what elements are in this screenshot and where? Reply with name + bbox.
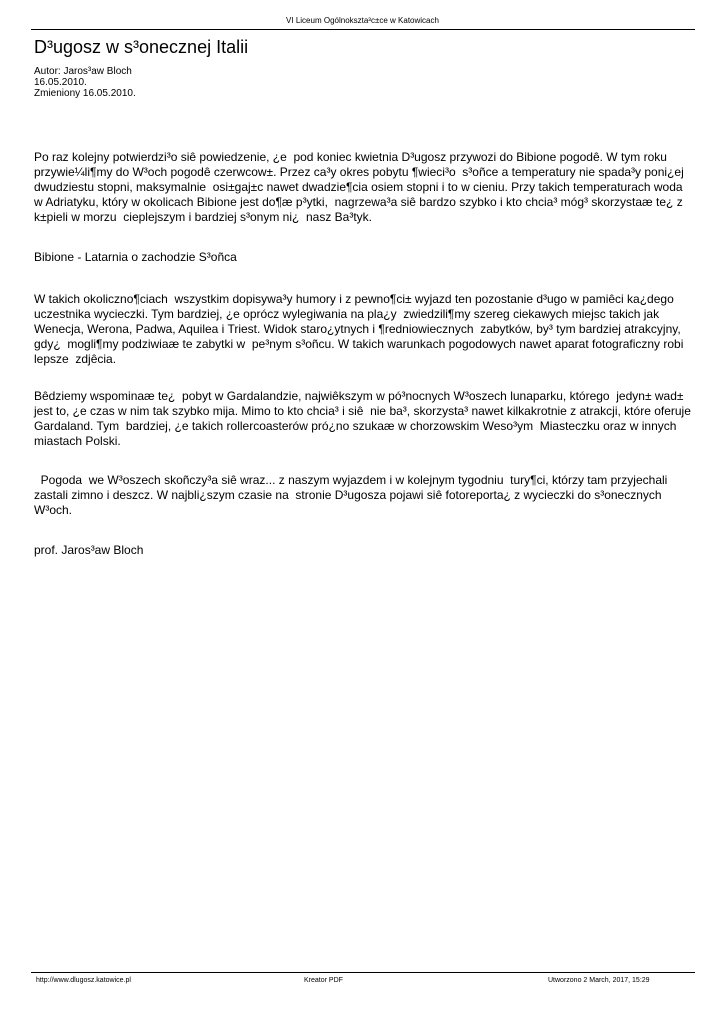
article-title: D³ugosz w s³onecznej Italii: [34, 37, 249, 57]
paragraph: Po raz kolejny potwierdzi³o siê powiedzenie, ¿e pod koniec kwietnia D³ugosz przywozi do Bibione pogodê. W tym roku przywie¼li¶my do W³och pogodê czerwcow±. Przez ca³y okres pobytu ¶wieci³o s³oñce a temperatury nie spada³y poni¿ej dwudziestu stopni, maksymalnie osi±gaj±c nawet dwadzie¶cia osiem stopni i to w cieniu. Przy takich temperaturach woda w Adriatyku, który w okolicach Bibione jest do¶æ p³ytki, nagrzewa³a siê bardzo szybko i kto chcia³ móg³ skorzystaæ te¿ z k±pieli w morzu cieplejszym i bardziej s³onym ni¿ nasz Ba³tyk.: [34, 150, 688, 224]
article-body: [34, 150, 695, 557]
page-header: [0, 16, 725, 26]
paragraph: Pogoda we W³oszech skoñczy³a siê wraz... z naszym wyjazdem i w kolejnym tygodniu tury¶ci, którzy tam przyjechali zastali zimno i deszcz. W najbli¿szym czasie na stronie D³ugosza pojawi siê fotoreporta¿ z wycieczki do s³onecznych W³och.: [34, 473, 671, 517]
paragraph: Bêdziemy wspominaæ te¿ pobyt w Gardalandzie, najwiêkszym w pó³nocnych W³oszech lunaparku, którego jedyn± wad± jest to, ¿e czas w nim tak szybko mija. Mimo to kto chcia³ i siê nie ba³, skorzysta³ nawet kilkakrotnie z atrakcji, które oferuje Gardaland. Tym bardziej, ¿e takich rollercoasterów pró¿no szukaæ w chorzowskim Weso³ym Miasteczku oraz w innych miastach Polski.: [34, 389, 695, 448]
footer-divider: [31, 972, 695, 973]
footer-generator: Kreator PDF: [304, 977, 343, 984]
article-meta: [34, 66, 136, 99]
paragraph: W takich okoliczno¶ciach wszystkim dopisywa³y humory i z pewno¶ci± wyjazd ten pozostanie d³ugo w pamiêci ka¿dego uczestnika wycieczki. Tym bardziej, ¿e oprócz wylegiwania na pla¿y zwiedzili¶my szereg ciekawych miejsc takich jak Wenecja, Werona, Padwa, Aquilea i Triest. Widok staro¿ytnych i ¶redniowiecznych zabytków, by³ tym bardziej atrakcyjny, gdy¿ mogli¶my podziwiaæ te zabytki w pe³nym s³oñcu. W takich warunkach pogodowych nawet aparat fotograficzny robi lepsze zdjêcia.: [34, 292, 687, 366]
school-name: VI Liceum Ogólnokszta³c±ce w Katowicach: [286, 16, 439, 25]
article-signature: prof. Jaros³aw Bloch: [34, 543, 144, 557]
footer-url-link[interactable]: http://www.dlugosz.katowice.pl: [36, 977, 131, 984]
image-caption: Bibione - Latarnia o zachodzie S³oñca: [34, 250, 237, 264]
footer-created-date: Utworzono 2 March, 2017, 15:29: [548, 977, 650, 984]
header-divider: [31, 29, 695, 30]
article-author: Autor: Jaros³aw Bloch: [34, 66, 132, 77]
article-modified: Zmieniony 16.05.2010.: [34, 88, 136, 99]
article-date: 16.05.2010.: [34, 77, 87, 88]
